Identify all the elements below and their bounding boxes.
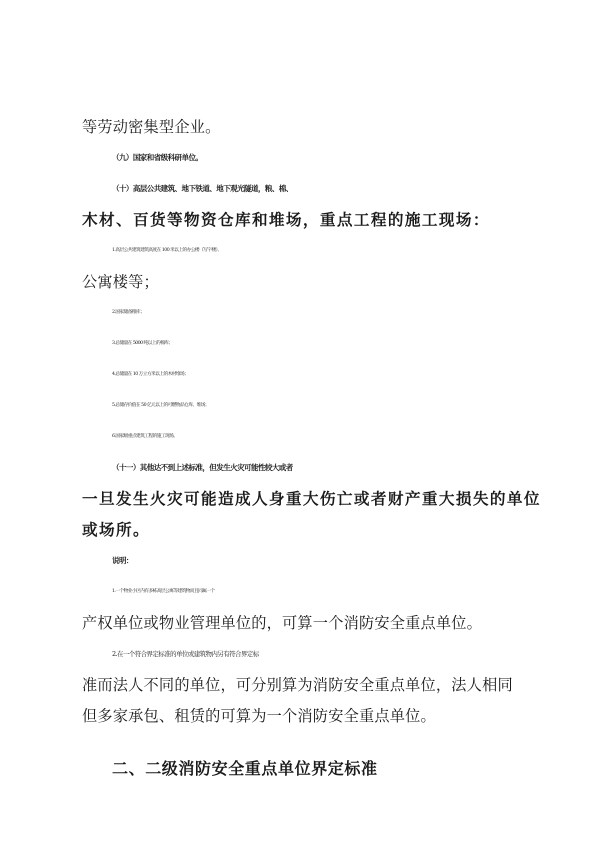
subitem-1-line-1: 1.高层公共建筑建筑高度在 100 米以上的办公楼（写字楼）、 <box>112 248 222 253</box>
item-11-line-2: 一旦发生火灾可能造成人身重大伤亡或者财产重大损失的单位 <box>82 490 541 508</box>
item-9-line: （九）国家和省级科研单位。 <box>112 153 203 162</box>
item-11-line-1: （十一）其他达不到上述标准，但发生火灾可能性较大或者 <box>112 463 293 472</box>
notes-heading: 说明： <box>112 556 133 565</box>
note-2-line-3: 但多家承包、租赁的可算为一个消防安全重点单位。 <box>82 707 436 725</box>
subitem-5-line: 5.总储存价值在 50 亿元以上的可燃物品仓库、堆场； <box>112 403 210 408</box>
subitem-6-line: 6.国家级重点建筑工程的施工现场。 <box>112 434 178 439</box>
note-1-line-2: 产权单位或物业管理单位的，可算一个消防安全重点单位。 <box>82 614 483 632</box>
note-1-line-1: 1.一个物业小区内有多栋高层公寓等建筑物而且同属一个 <box>112 589 215 594</box>
item-11-line-3: 或场所。 <box>82 521 150 539</box>
item-10-line-1: （十）高层公共建筑、地下铁道、地下观光隧道，粮、棉、 <box>112 184 293 193</box>
section-heading: 二、二级消防安全重点单位界定标准 <box>112 759 378 778</box>
subitem-2-line: 2.国家储备粮库； <box>112 310 145 315</box>
subitem-4-line: 4.总储量在 10 万立方米以上的木材堆场； <box>112 372 189 377</box>
subitem-1-line-2: 公寓楼等； <box>82 273 159 291</box>
subitem-3-line: 3.总储量在 5000 吨以上的棉库； <box>112 341 173 346</box>
note-2-line-2: 准而法人不同的单位，可分别算为消防安全重点单位，法人相同 <box>82 676 513 694</box>
item-10-line-2: 木材、百货等物资仓库和堆场，重点工程的施工现场： <box>82 211 490 229</box>
paragraph-line-1: 等劳动密集型企业。 <box>82 118 221 136</box>
note-2-line-1: 2.在一个符合界定标准的单位或建筑物内另有符合界定标 <box>112 650 259 658</box>
